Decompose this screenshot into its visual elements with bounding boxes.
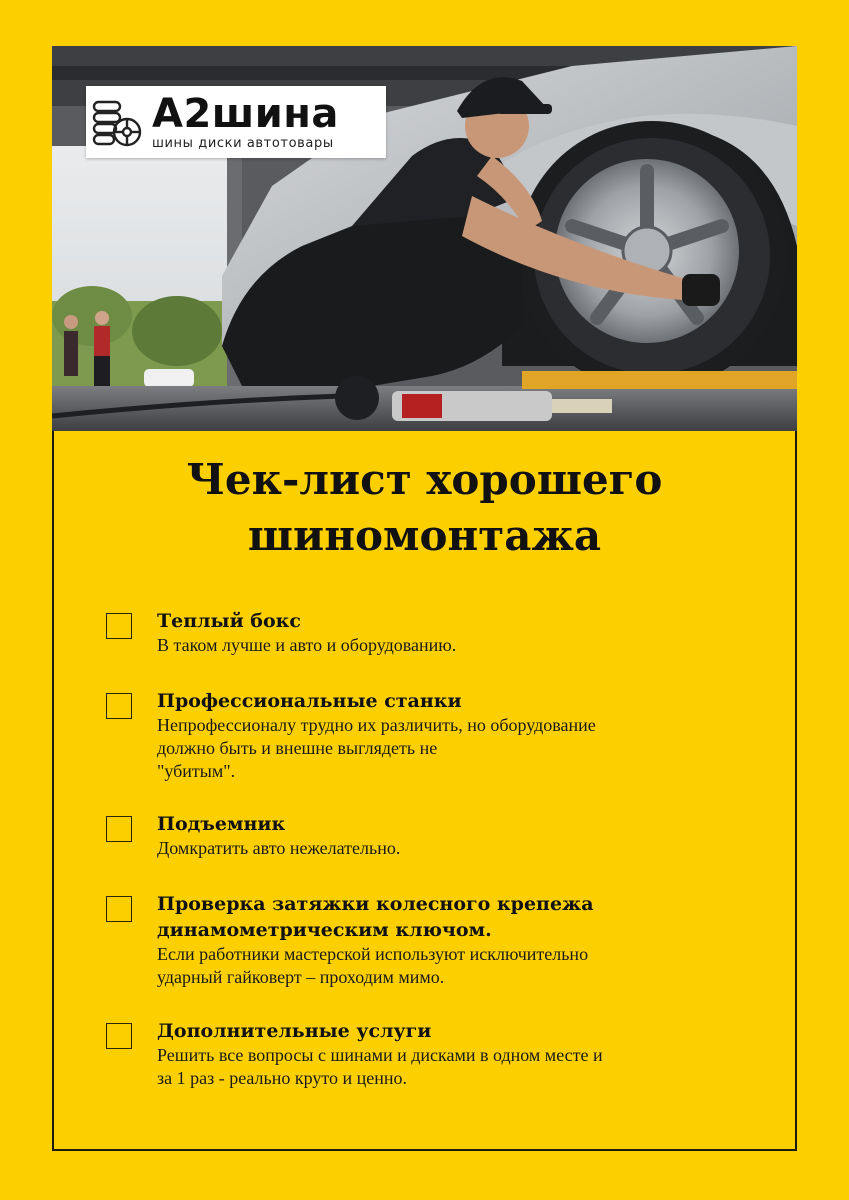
brand-logo <box>86 86 386 158</box>
checklist-item-description: должно быть и внешне выглядеть не <box>157 738 438 758</box>
checklist-item <box>106 1018 717 1090</box>
checklist-item-description: Непрофессионалу трудно их различить, но оборудование <box>157 715 596 735</box>
checklist-item-title: Проверка затяжки колесного крепежа <box>157 893 594 915</box>
checklist-item-title: Дополнительные услуги <box>157 1020 432 1042</box>
checklist-item-description: Если работники мастерской используют исключительно <box>157 944 589 964</box>
checkbox[interactable] <box>106 1023 132 1049</box>
page-title <box>52 452 797 564</box>
checklist-item <box>106 688 717 783</box>
checkbox[interactable] <box>106 816 132 842</box>
checklist-item-title: Подъемник <box>157 813 286 835</box>
checkbox[interactable] <box>106 896 132 922</box>
checklist-item-title: динамометрическим ключом. <box>157 919 492 941</box>
checklist-item-description: за 1 раз - реально круто и ценно. <box>157 1068 408 1088</box>
checklist-item-description: Домкратить авто нежелательно. <box>157 838 401 858</box>
checklist-item-description: В таком лучше и авто и оборудованию. <box>157 635 457 655</box>
brand-tagline: шины диски автотовары <box>152 135 334 151</box>
page-title-line-2: шиномонтажа <box>247 511 602 560</box>
tire-stack-icon <box>86 86 148 158</box>
checklist-item <box>106 891 717 989</box>
checklist-item-description: Решить все вопросы с шинами и дисками в одном месте и <box>157 1045 603 1065</box>
checklist-item-description: "убитым". <box>157 761 236 781</box>
checklist-item <box>106 608 717 657</box>
checklist-item-title: Профессиональные станки <box>157 690 462 712</box>
checklist-item-description: ударный гайковерт – проходим мимо. <box>157 967 445 987</box>
checklist-item <box>106 811 717 860</box>
checkbox[interactable] <box>106 693 132 719</box>
checklist-item-title: Теплый бокс <box>157 610 301 632</box>
checkbox[interactable] <box>106 613 132 639</box>
page-title-line-1: Чек-лист хорошего <box>186 455 663 504</box>
brand-name: A2шина <box>152 90 339 137</box>
